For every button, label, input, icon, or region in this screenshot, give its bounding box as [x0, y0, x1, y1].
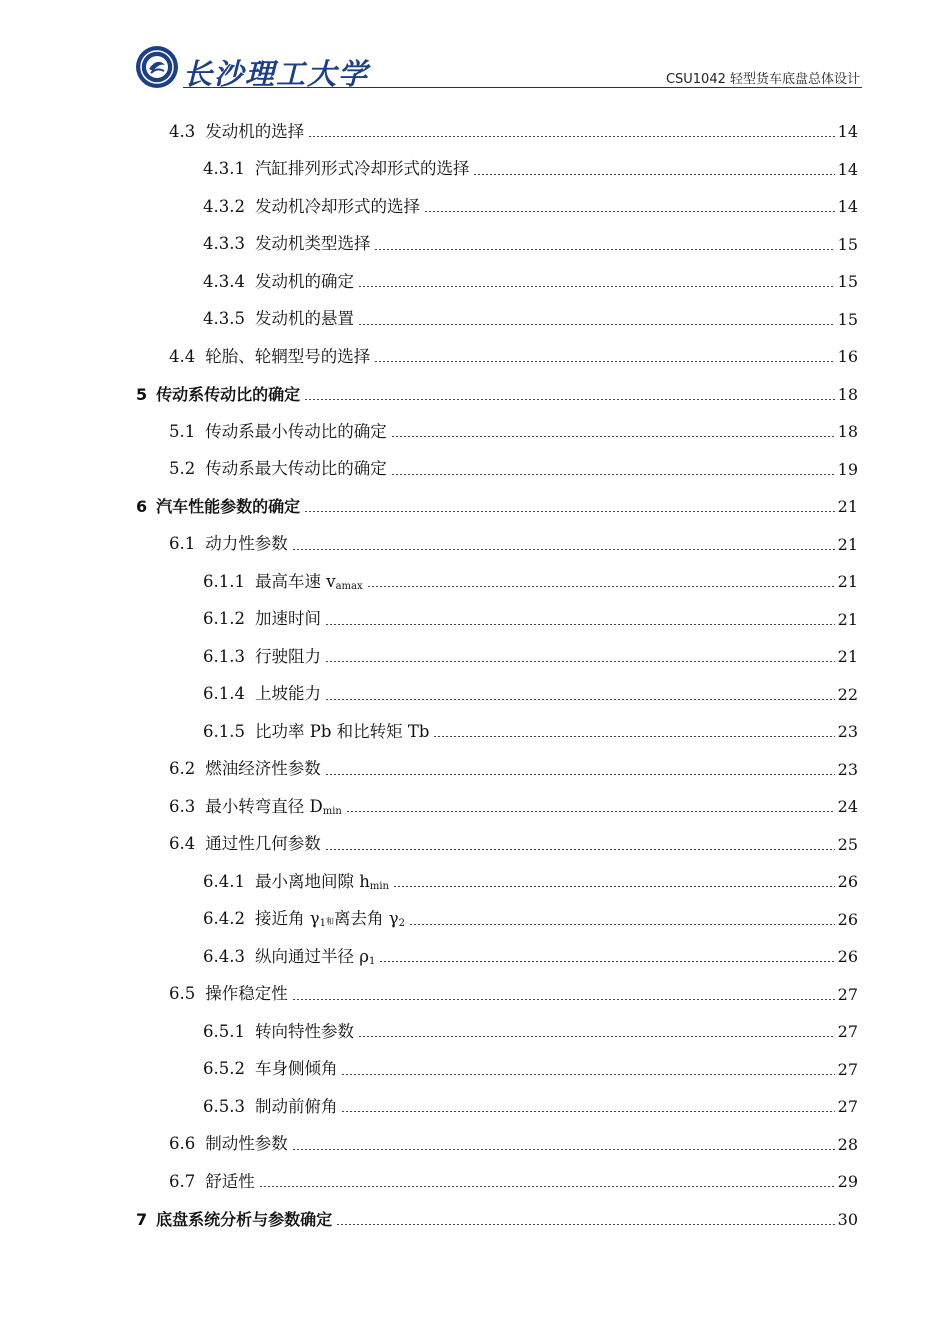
- toc-entry[interactable]: [203, 1012, 858, 1040]
- toc-leader-dots: [393, 886, 835, 887]
- toc-entry-number: 4.3.2: [203, 196, 245, 216]
- toc-entry-number: 6.4.3: [203, 946, 245, 966]
- toc-leader-dots: [304, 399, 834, 400]
- toc-entry-page: 27: [837, 1097, 858, 1116]
- toc-leader-dots: [292, 999, 835, 1000]
- toc-entry-number: 6.1: [169, 534, 196, 553]
- toc-leader-dots: [391, 474, 835, 475]
- toc-entry-title: 纵向通过半径 $\rho_1$: [254, 946, 376, 967]
- toc-entry[interactable]: [169, 825, 858, 853]
- toc-leader-dots: [325, 699, 835, 700]
- toc-entry[interactable]: [203, 712, 858, 740]
- toc-entry-number: 6.4.2: [203, 909, 245, 928]
- toc-entry-number: 5: [136, 384, 148, 404]
- toc-entry[interactable]: [169, 1162, 858, 1190]
- toc-entry-title: 传动系传动比的确定: [156, 384, 301, 404]
- toc-entry-page: 25: [837, 834, 858, 854]
- toc-entry-title: 发动机的选择: [205, 121, 305, 141]
- toc-entry-page: 21: [837, 572, 858, 591]
- toc-entry-number: 6: [136, 497, 148, 516]
- university-seal-icon: [135, 45, 179, 89]
- toc-entry-page: 21: [837, 647, 858, 666]
- toc-entry-number: 5.1: [169, 421, 196, 441]
- toc-entry-number: 4.3.1: [203, 159, 245, 178]
- toc-entry-title: 加速时间: [254, 609, 321, 628]
- toc-entry-number: 6.4: [169, 834, 196, 853]
- toc-entry[interactable]: [203, 637, 858, 665]
- toc-entry[interactable]: [203, 1087, 858, 1115]
- toc-entry-page: 27: [837, 1059, 858, 1079]
- toc-entry-title: 制动前俯角: [254, 1096, 338, 1116]
- toc-entry-title: 底盘系统分析与参数确定: [156, 1209, 333, 1229]
- toc-entry-page: 21: [837, 534, 858, 554]
- toc-leader-dots: [259, 1186, 835, 1187]
- toc-entry[interactable]: [169, 750, 858, 778]
- toc-entry[interactable]: [203, 150, 858, 178]
- toc-entry-number: 6.3: [169, 796, 196, 816]
- toc-entry-page: 18: [837, 422, 858, 441]
- toc-entry-page: 21: [837, 497, 858, 516]
- toc-entry-page: 16: [837, 347, 858, 366]
- document-title: CSU1042 轻型货车底盘总体设计: [665, 72, 860, 87]
- toc-entry-page: 29: [837, 1172, 858, 1191]
- toc-entry-title: 燃油经济性参数: [205, 759, 321, 778]
- toc-entry-title: 传动系最大传动比的确定: [205, 459, 387, 478]
- toc-entry-title: 汽车性能参数的确定: [156, 497, 301, 516]
- toc-leader-dots: [358, 324, 835, 325]
- toc-entry-title: 比功率 Pb 和比转矩 Tb: [254, 721, 430, 741]
- toc-entry-page: 15: [837, 234, 858, 254]
- toc-entry-number: 6.6: [169, 1134, 196, 1153]
- toc-entry[interactable]: [203, 1050, 858, 1078]
- toc-leader-dots: [409, 924, 835, 925]
- toc-entry-page: 14: [837, 197, 858, 216]
- toc-entry[interactable]: [203, 187, 858, 215]
- toc-entry[interactable]: [169, 412, 858, 440]
- toc-entry-number: 6.1.1: [203, 571, 245, 591]
- toc-entry[interactable]: [136, 1200, 858, 1228]
- toc-leader-dots: [358, 286, 835, 287]
- toc-entry-title: 制动性参数: [205, 1134, 288, 1153]
- toc-entry[interactable]: [203, 562, 858, 590]
- toc-entry-title: 发动机的确定: [254, 271, 354, 291]
- toc-leader-dots: [304, 511, 834, 512]
- toc-entry[interactable]: [169, 337, 858, 365]
- toc-entry-number: 6.5: [169, 984, 196, 1003]
- toc-entry-title: 操作稳定性: [205, 984, 288, 1003]
- toc-entry-title: 传动系最小传动比的确定: [205, 421, 387, 441]
- toc-entry[interactable]: [203, 300, 858, 328]
- toc-entry-number: 4.3: [169, 121, 196, 141]
- toc-entry-title: 最高车速 $v_{amax}$: [254, 571, 363, 592]
- toc-leader-dots: [358, 1036, 835, 1037]
- toc-entry-number: 6.1.5: [203, 721, 245, 741]
- toc-entry-number: 6.1.3: [203, 646, 245, 666]
- toc-entry[interactable]: [203, 600, 858, 628]
- toc-entry-title: 发动机的悬置: [254, 309, 354, 328]
- toc-leader-dots: [292, 1149, 835, 1150]
- toc-leader-dots: [374, 249, 834, 250]
- toc-entry-page: 24: [837, 797, 858, 816]
- toc-leader-dots: [367, 586, 835, 587]
- toc-leader-dots: [473, 174, 834, 175]
- toc-leader-dots: [325, 774, 835, 775]
- toc-leader-dots: [325, 624, 835, 625]
- toc-entry-page: 30: [837, 1209, 858, 1229]
- toc-entry-page: 26: [837, 909, 858, 929]
- toc-leader-dots: [374, 361, 834, 362]
- toc-entry[interactable]: [136, 375, 858, 403]
- toc-entry[interactable]: [169, 525, 858, 553]
- toc-entry-title: 发动机类型选择: [254, 234, 371, 253]
- toc-entry-number: 6.1.2: [203, 609, 245, 628]
- toc-entry[interactable]: [169, 450, 858, 478]
- toc-entry[interactable]: [203, 675, 858, 703]
- toc-entry-page: 19: [837, 459, 858, 479]
- toc-leader-dots: [346, 811, 835, 812]
- toc-entry-page: 23: [837, 759, 858, 779]
- toc-entry-page: 22: [837, 684, 858, 704]
- toc-leader-dots: [341, 1074, 834, 1075]
- header-divider: [183, 87, 862, 88]
- toc-entry-page: 28: [837, 1134, 858, 1154]
- toc-entry-page: 23: [837, 722, 858, 741]
- toc-entry-page: 15: [837, 309, 858, 329]
- toc-entry-number: 7: [136, 1209, 148, 1229]
- toc-entry-page: 26: [837, 947, 858, 966]
- toc-entry-title: 汽缸排列形式冷却形式的选择: [254, 159, 470, 178]
- toc-leader-dots: [379, 961, 834, 962]
- toc-entry[interactable]: [203, 937, 858, 965]
- toc-leader-dots: [325, 661, 835, 662]
- toc-entry-number: 6.5.2: [203, 1059, 245, 1078]
- toc-entry[interactable]: [169, 975, 858, 1003]
- toc-leader-dots: [433, 736, 834, 737]
- toc-entry-number: 4.4: [169, 346, 196, 366]
- toc-entry[interactable]: [203, 225, 858, 253]
- toc-entry-title: 动力性参数: [205, 534, 288, 553]
- toc-entry-title: 轮胎、轮辋型号的选择: [205, 346, 371, 366]
- toc-entry-title: 转向特性参数: [254, 1021, 354, 1041]
- toc-entry-number: 4.3.4: [203, 271, 245, 291]
- toc-entry[interactable]: [203, 862, 858, 890]
- university-name-logo: 长沙理工大学: [183, 57, 370, 91]
- toc-entry-page: 27: [837, 984, 858, 1004]
- toc-leader-dots: [336, 1224, 834, 1225]
- toc-entry-number: 5.2: [169, 459, 196, 478]
- toc-leader-dots: [424, 211, 835, 212]
- toc-entry-number: 6.4.1: [203, 871, 245, 891]
- toc-entry-title: 最小离地间隙 $h_{min}$: [254, 871, 389, 892]
- toc-leader-dots: [308, 136, 834, 137]
- toc-entry-title: 接近角 $\gamma_1$和离去角 $\gamma_2$: [254, 909, 405, 929]
- toc-entry[interactable]: [169, 112, 858, 140]
- toc-entry[interactable]: [169, 1125, 858, 1153]
- toc-entry-number: 4.3.5: [203, 309, 245, 328]
- toc-entry-page: 26: [837, 872, 858, 891]
- toc-entry-number: 6.7: [169, 1171, 196, 1191]
- toc-entry-page: 21: [837, 609, 858, 629]
- toc-entry-page: 18: [837, 384, 858, 404]
- toc-entry-title: 上坡能力: [254, 684, 321, 703]
- toc-entry-title: 行驶阻力: [254, 646, 321, 666]
- toc-leader-dots: [325, 849, 835, 850]
- toc-entry-page: 15: [837, 272, 858, 291]
- page-header: [135, 40, 862, 92]
- toc-entry-title: 最小转弯直径 $D_{min}$: [205, 796, 342, 817]
- toc-leader-dots: [391, 436, 835, 437]
- toc-entry-title: 车身侧倾角: [254, 1059, 338, 1078]
- toc-entry-page: 27: [837, 1022, 858, 1041]
- toc-entry[interactable]: [136, 487, 858, 515]
- toc-entry-number: 4.3.3: [203, 234, 245, 253]
- toc-leader-dots: [341, 1111, 834, 1112]
- toc-entry[interactable]: [203, 900, 858, 928]
- toc-entry-title: 舒适性: [205, 1171, 255, 1191]
- toc-entry-number: 6.1.4: [203, 684, 245, 703]
- toc-entry[interactable]: [169, 787, 858, 815]
- toc-entry-number: 6.5.3: [203, 1096, 245, 1116]
- toc-entry-title: 发动机冷却形式的选择: [254, 196, 420, 216]
- toc-entry-page: 14: [837, 122, 858, 141]
- toc-entry-title: 通过性几何参数: [205, 834, 321, 853]
- toc-entry-page: 14: [837, 159, 858, 179]
- toc-leader-dots: [292, 549, 835, 550]
- toc-entry-number: 6.2: [169, 759, 196, 778]
- toc-entry[interactable]: [203, 262, 858, 290]
- toc-entry-number: 6.5.1: [203, 1021, 245, 1041]
